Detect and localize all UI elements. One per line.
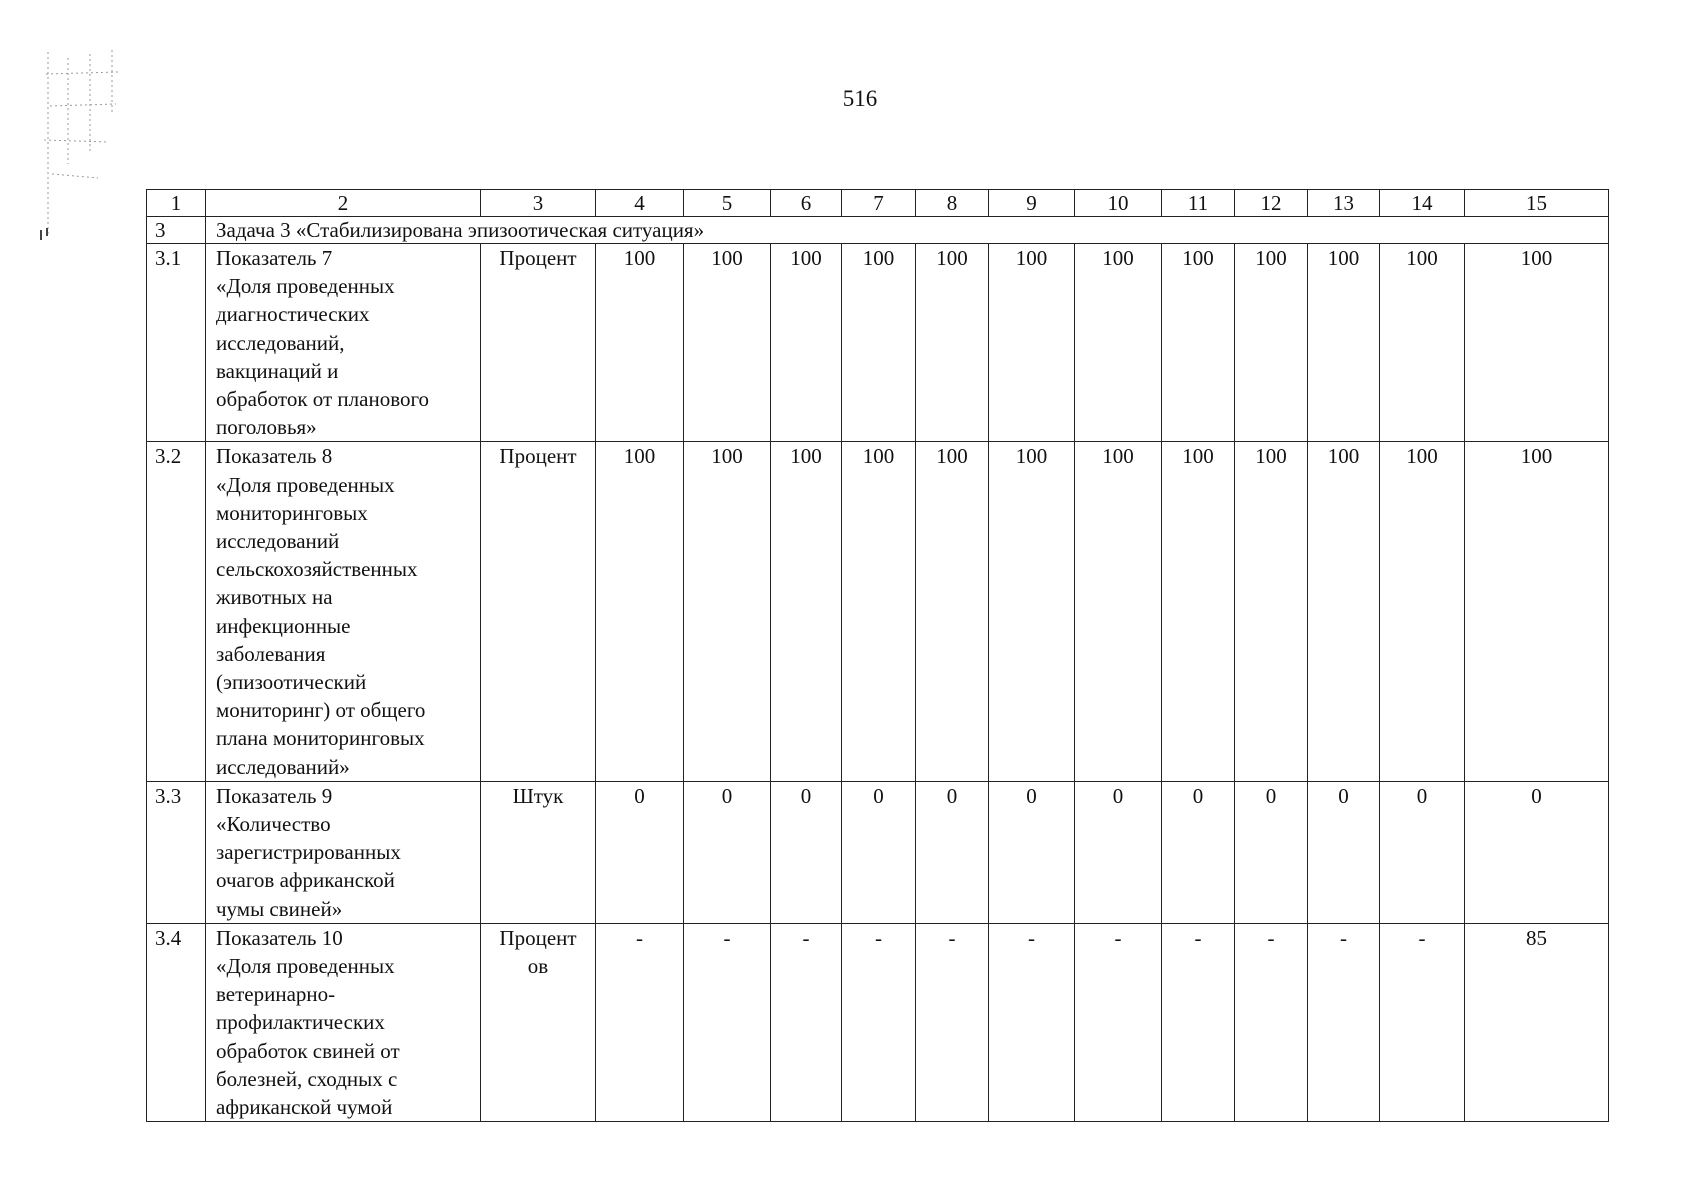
column-header: 2: [206, 190, 481, 217]
value-cell: 0: [842, 781, 916, 923]
value-cell: -: [1308, 923, 1380, 1121]
column-header: 13: [1308, 190, 1380, 217]
value-cell: 100: [916, 244, 989, 442]
unit-cell: Штук: [481, 781, 596, 923]
value-cell: -: [1235, 923, 1308, 1121]
value-cell: 100: [596, 442, 684, 781]
value-cell: 100: [1308, 442, 1380, 781]
value-cell: 0: [1465, 781, 1609, 923]
column-header: 15: [1465, 190, 1609, 217]
value-cell: 85: [1465, 923, 1609, 1121]
column-header: 11: [1162, 190, 1235, 217]
value-cell: -: [596, 923, 684, 1121]
column-header: 14: [1380, 190, 1465, 217]
value-cell: 100: [1162, 442, 1235, 781]
indicator-name: Показатель 9 «Количество зарегистрированных очагов африканской чумы свиней»: [206, 781, 481, 923]
value-cell: -: [1380, 923, 1465, 1121]
value-cell: -: [1162, 923, 1235, 1121]
value-cell: 100: [842, 244, 916, 442]
value-cell: -: [842, 923, 916, 1121]
table-row: [147, 781, 1609, 923]
value-cell: 100: [989, 244, 1075, 442]
value-cell: 100: [1162, 244, 1235, 442]
value-cell: -: [916, 923, 989, 1121]
table-row: [147, 923, 1609, 1121]
value-cell: -: [684, 923, 771, 1121]
value-cell: 100: [1380, 244, 1465, 442]
value-cell: 100: [1075, 442, 1162, 781]
value-cell: 0: [989, 781, 1075, 923]
value-cell: 0: [771, 781, 842, 923]
value-cell: 100: [1465, 244, 1609, 442]
task-number: 3: [147, 217, 206, 244]
row-number: 3.1: [147, 244, 206, 442]
value-cell: 100: [916, 442, 989, 781]
value-cell: 0: [1235, 781, 1308, 923]
value-cell: 100: [1380, 442, 1465, 781]
value-cell: 100: [1075, 244, 1162, 442]
value-cell: 100: [684, 244, 771, 442]
value-cell: 100: [989, 442, 1075, 781]
column-number-row: [147, 190, 1609, 217]
column-header: 8: [916, 190, 989, 217]
value-cell: 100: [1465, 442, 1609, 781]
value-cell: 100: [1235, 442, 1308, 781]
value-cell: 100: [771, 244, 842, 442]
value-cell: 100: [1235, 244, 1308, 442]
column-header: 5: [684, 190, 771, 217]
scan-artifact: [38, 44, 123, 244]
column-header: 10: [1075, 190, 1162, 217]
row-number: 3.2: [147, 442, 206, 781]
task-row: [147, 217, 1609, 244]
value-cell: 0: [916, 781, 989, 923]
value-cell: 0: [1308, 781, 1380, 923]
page-number: 516: [842, 86, 878, 111]
value-cell: 100: [684, 442, 771, 781]
column-header: 3: [481, 190, 596, 217]
column-header: 9: [989, 190, 1075, 217]
column-header: 1: [147, 190, 206, 217]
indicator-name: Показатель 10 «Доля проведенных ветеринарно- профилактических обработок свиней от болезней, сходных с африканской чумой: [206, 923, 481, 1121]
value-cell: -: [771, 923, 842, 1121]
unit-cell: Процент: [481, 442, 596, 781]
indicators-table: [146, 189, 1609, 1122]
value-cell: 0: [684, 781, 771, 923]
table-row: [147, 442, 1609, 781]
value-cell: 0: [1075, 781, 1162, 923]
value-cell: 100: [771, 442, 842, 781]
value-cell: 0: [596, 781, 684, 923]
unit-cell: Процент: [481, 244, 596, 442]
value-cell: 100: [842, 442, 916, 781]
indicator-name: Показатель 7 «Доля проведенных диагностических исследований, вакцинаций и обработок от планового поголовья»: [206, 244, 481, 442]
row-number: 3.4: [147, 923, 206, 1121]
table-row: [147, 244, 1609, 442]
indicator-name: Показатель 8 «Доля проведенных мониторинговых исследований сельскохозяйственных животных на инфекционные заболевания (эпизоотический мониторинг) от общего плана мониторинговых исследований»: [206, 442, 481, 781]
value-cell: 100: [596, 244, 684, 442]
value-cell: 0: [1380, 781, 1465, 923]
column-header: 6: [771, 190, 842, 217]
value-cell: 0: [1162, 781, 1235, 923]
column-header: 12: [1235, 190, 1308, 217]
column-header: 7: [842, 190, 916, 217]
value-cell: 100: [1308, 244, 1380, 442]
value-cell: -: [989, 923, 1075, 1121]
unit-cell: Процент ов: [481, 923, 596, 1121]
value-cell: -: [1075, 923, 1162, 1121]
task-title: Задача 3 «Стабилизирована эпизоотическая ситуация»: [206, 217, 1609, 244]
column-header: 4: [596, 190, 684, 217]
row-number: 3.3: [147, 781, 206, 923]
